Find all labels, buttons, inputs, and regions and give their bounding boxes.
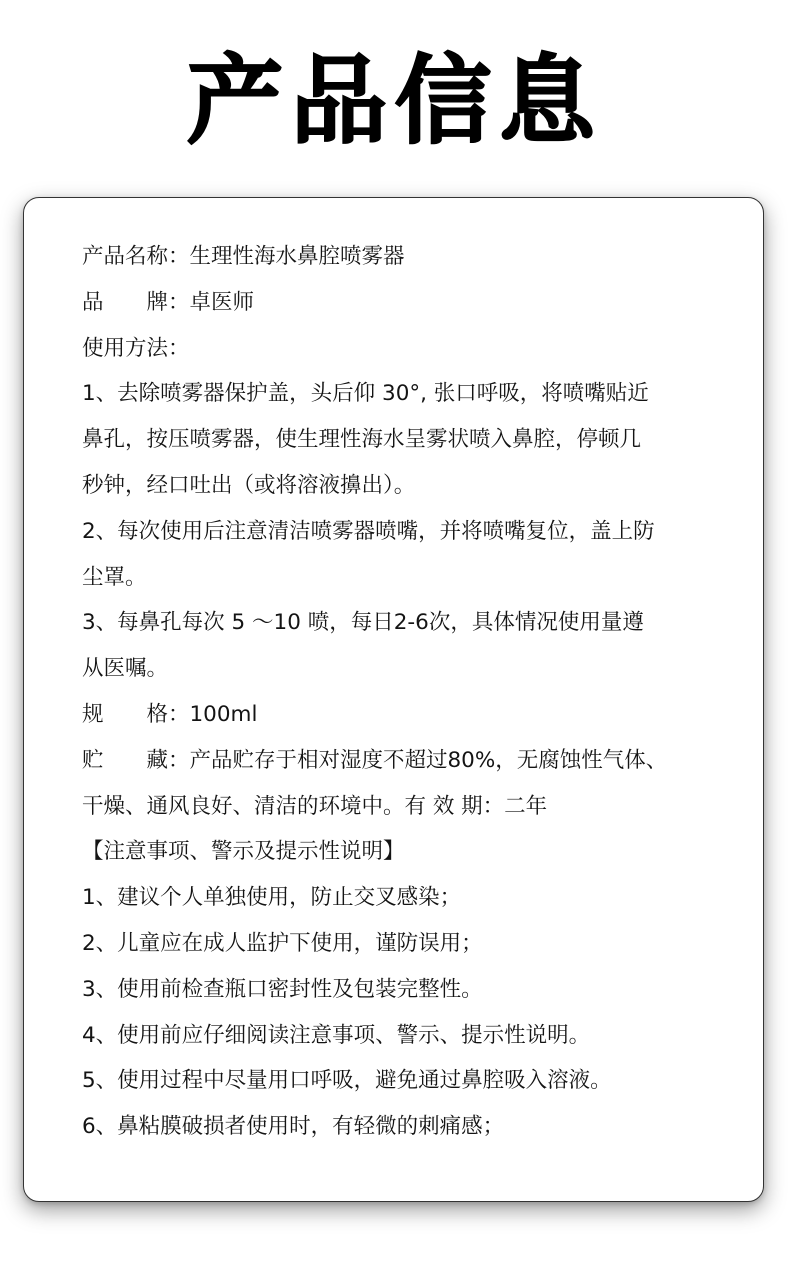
usage-step-1-line-1: 1、去除喷雾器保护盖，头后仰 30°, 张口呼吸，将喷嘴贴近 (82, 381, 649, 407)
product-name-line: 产品名称：生理性海水鼻腔喷雾器 (82, 244, 405, 269)
storage-line-2: 干燥、通风良好、清洁的环境中。有 效 期：二年 (82, 793, 548, 819)
usage-step-1-line-2: 鼻孔，按压喷雾器，使生理性海水呈雾状喷入鼻腔，停顿几 (82, 427, 642, 453)
usage-step-1-line-3: 秒钟，经口吐出（或将溶液擤出）。 (82, 472, 416, 498)
warning-item-5: 5、使用过程中尽量用口呼吸，避免通过鼻腔吸入溶液。 (82, 1068, 612, 1094)
specification-line: 规 格：100ml (82, 701, 258, 727)
warning-item-1: 1、建议个人单独使用，防止交叉感染； (82, 885, 462, 911)
warning-item-4: 4、使用前应仔细阅读注意事项、警示、提示性说明。 (82, 1022, 591, 1048)
product-info-text (82, 234, 742, 1150)
warning-item-6: 6、鼻粘膜破损者使用时，有轻微的刺痛感； (82, 1114, 505, 1140)
usage-step-3-line-2: 从医嘱。 (82, 656, 169, 682)
usage-step-2-line-2: 尘罩。 (82, 564, 147, 590)
brand-line: 品 牌：卓医师 (82, 289, 255, 315)
storage-line-1: 贮 藏：产品贮存于相对湿度不超过80%，无腐蚀性气体、 (82, 747, 668, 773)
warning-item-2: 2、儿童应在成人监护下使用，谨防误用； (82, 930, 483, 956)
page-title: 产品信息 (187, 45, 603, 157)
usage-step-2-line-1: 2、每次使用后注意清洁喷雾器喷嘴，并将喷嘴复位，盖上防 (82, 518, 655, 544)
usage-step-3-line-1: 3、每鼻孔每次 5 ～10 喷，每日2-6次，具体情况使用量遵 (82, 610, 644, 636)
warnings-heading: 【注意事项、警示及提示性说明】 (82, 839, 405, 865)
warning-item-3: 3、使用前检查瓶口密封性及包装完整性。 (82, 976, 483, 1002)
usage-heading: 使用方法： (82, 335, 190, 361)
